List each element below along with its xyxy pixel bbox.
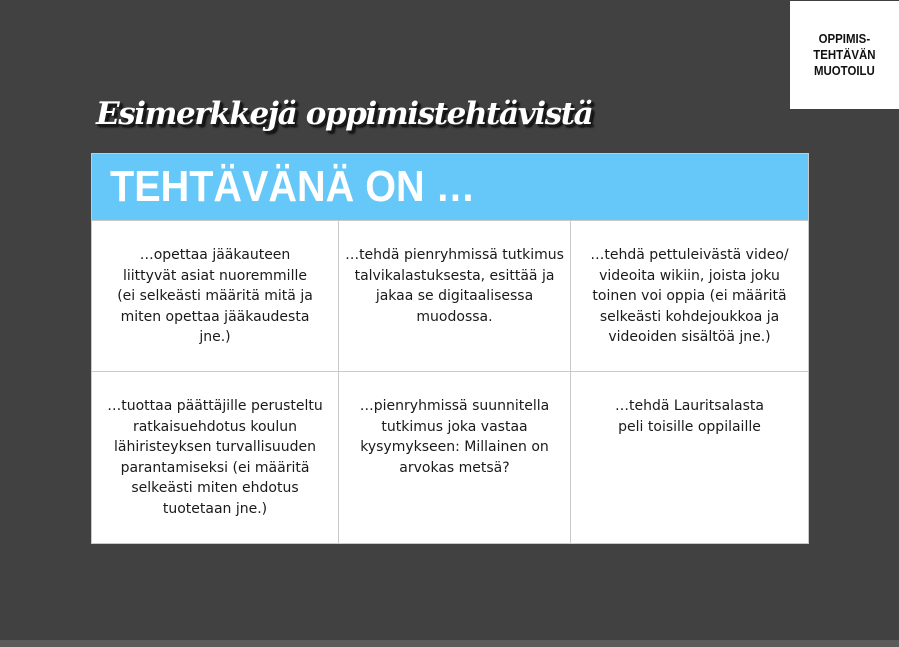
task-cell-text: …tehdä pienryhmissä tutkimus talvikalastuksesta, esittää ja jakaa se digitaalisessa muodossa. (345, 247, 564, 325)
task-cell-text: …tehdä Lauritsalasta peli toisille oppilaille (615, 398, 764, 435)
task-table (91, 153, 809, 544)
corner-badge-text: OPPIMIS- TEHTÄVÄN MUOTOILU (813, 31, 876, 78)
task-cell (92, 220, 339, 371)
table-header (92, 154, 808, 220)
task-cell (92, 371, 339, 543)
task-cell (571, 220, 808, 371)
task-cell-text: …pienryhmissä suunnitella tutkimus joka vastaa kysymykseen: Millainen on arvokas metsä? (359, 398, 550, 476)
task-cell (339, 220, 571, 371)
task-cell (571, 371, 808, 543)
task-cell (339, 371, 571, 543)
bottom-strip (0, 640, 899, 647)
table-header-text: TEHTÄVÄNÄ ON … (110, 162, 476, 211)
task-cell-text: …opettaa jääkauteen liittyvät asiat nuoremmille (ei selkeästi määritä mitä ja miten opettaa jääkaudesta jne.) (117, 247, 313, 345)
task-grid (92, 220, 808, 543)
corner-badge (790, 1, 899, 109)
task-cell-text: …tehdä pettuleivästä video/ videoita wikiin, joista joku toinen voi oppia (ei määritä selkeästi kohdejoukkoa ja videoiden sisältöä jne.) (590, 247, 789, 345)
task-cell-text: …tuottaa päättäjille perusteltu ratkaisuehdotus koulun lähiristeyksen turvallisuuden parantamiseksi (ei määritä selkeästi miten ehdotus tuotetaan jne.) (107, 398, 323, 517)
slide-heading: Esimerkkejä oppimistehtävistä (96, 96, 593, 132)
